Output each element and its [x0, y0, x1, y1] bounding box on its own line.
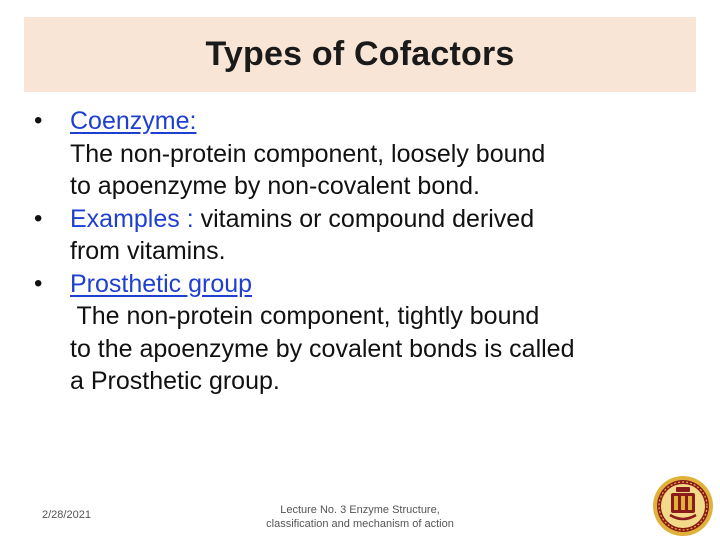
- university-seal-icon: [652, 475, 714, 537]
- prosthetic-line-3: a Prosthetic group.: [70, 367, 280, 395]
- coenzyme-line-1: The non-protein component, loosely bound: [70, 139, 546, 168]
- term-examples: Examples :: [70, 204, 194, 233]
- bullet-dot-icon: •: [34, 107, 43, 134]
- footer-lecture-line-2: classification and mechanism of action: [266, 518, 454, 530]
- bullet-dot-icon: •: [34, 204, 43, 232]
- examples-line-1: from vitamins.: [70, 237, 226, 265]
- prosthetic-line-2: to the apoenzyme by covalent bonds is called: [70, 334, 575, 363]
- examples-inline-text: vitamins or compound derived: [193, 204, 535, 233]
- slide-body: [34, 105, 694, 398]
- prosthetic-line-1: The non-protein component, tightly bound: [70, 302, 540, 330]
- slide-title: Types of Cofactors: [205, 35, 515, 73]
- bullet-coenzyme: [34, 105, 694, 203]
- term-prosthetic-link[interactable]: Prosthetic group: [70, 269, 253, 298]
- term-coenzyme-link[interactable]: Coenzyme:: [70, 107, 197, 135]
- bullet-examples: [34, 203, 694, 268]
- footer-lecture-info: [230, 503, 490, 531]
- coenzyme-line-2: to apoenzyme by non-covalent bond.: [70, 172, 480, 200]
- bullet-dot-icon: •: [34, 269, 43, 297]
- title-band: [24, 17, 696, 92]
- footer-date: 2/28/2021: [42, 509, 91, 521]
- bullet-prosthetic: [34, 268, 694, 398]
- footer-lecture-line-1: Lecture No. 3 Enzyme Structure,: [280, 504, 440, 516]
